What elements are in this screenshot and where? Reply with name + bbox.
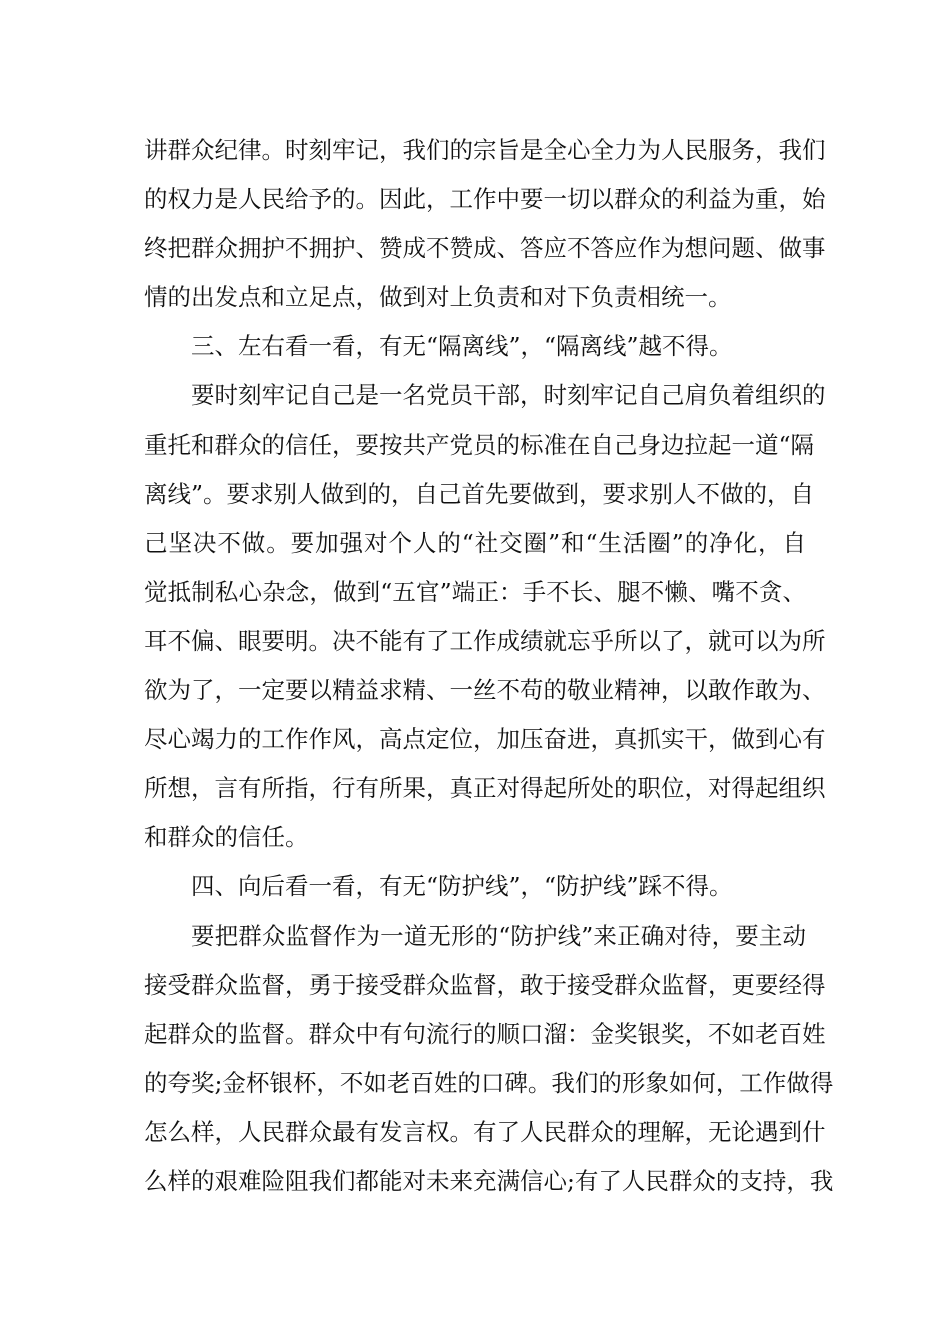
text-line: 和群众的信任。 [144,823,309,852]
text-line: 四、向后看一看，有无“防护线”，“防护线”踩不得。 [191,872,733,901]
text-line: 讲群众纪律。时刻牢记，我们的宗旨是全心全力为人民服务，我们 [144,136,826,164]
text-line: 离线”。要求别人做到的，自己首先要做到，要求别人不做的，自 [144,479,815,508]
text-line: 接受群众监督，勇于接受群众监督，敢于接受群众监督，更要经得 [144,970,826,999]
text-line: 情的出发点和立足点，做到对上负责和对下负责相统一。 [144,283,732,312]
text-line: 耳不偏、眼要明。决不能有了工作成绩就忘乎所以了，就可以为所 [144,626,826,655]
text-line: 要把群众监督作为一道无形的“防护线”来正确对待，要主动 [191,921,806,950]
text-line: 欲为了，一定要以精益求精、一丝不苟的敬业精神，以敢作敢为、 [144,676,826,705]
document-body [144,126,834,1206]
text-line: 三、左右看一看，有无“隔离线”，“隔离线”越不得。 [191,332,733,361]
text-line: 重托和群众的信任，要按共产党员的标准在自己身边拉起一道“隔 [144,430,815,459]
text-line: 所想，言有所指，行有所果，真正对得起所处的职位，对得起组织 [144,774,826,803]
text-line: 么样的艰难险阻我们都能对未来充满信心;有了人民群众的支持，我 [144,1166,834,1195]
text-line: 要时刻牢记自己是一名党员干部，时刻牢记自己肩负着组织的 [191,381,826,410]
text-line: 觉抵制私心杂念，做到“五官”端正：手不长、腿不懒、嘴不贪、 [144,577,806,606]
text-line: 尽心竭力的工作作风，高点定位，加压奋进，真抓实干，做到心有 [144,725,826,754]
text-line: 的权力是人民给予的。因此，工作中要一切以群众的利益为重，始 [144,185,826,214]
text-line: 起群众的监督。群众中有句流行的顺口溜：金奖银奖，不如老百姓 [144,1019,826,1048]
text-line: 己坚决不做。要加强对个人的“社交圈”和“生活圈”的净化，自 [144,528,806,557]
text-line: 怎么样，人民群众最有发言权。有了人民群众的理解，无论遇到什 [144,1117,826,1146]
text-line: 的夸奖;金杯银杯，不如老百姓的口碑。我们的形象如何，工作做得 [144,1068,834,1097]
text-line: 终把群众拥护不拥护、赞成不赞成、答应不答应作为想问题、做事 [144,234,826,263]
